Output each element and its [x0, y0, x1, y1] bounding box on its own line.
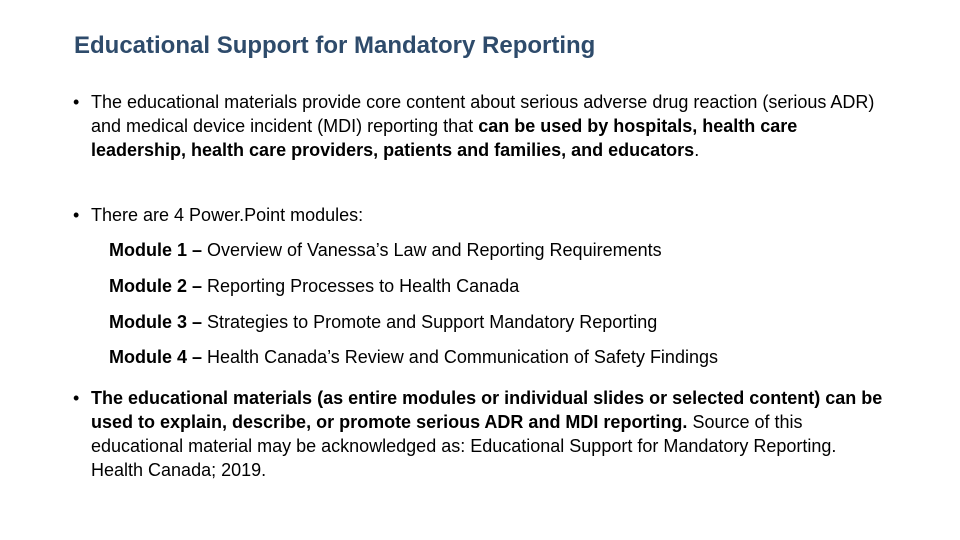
bullet2-text: There are 4 Power.Point modules: [91, 205, 364, 225]
module-4 [109, 345, 718, 369]
bullet-dot: • [73, 388, 80, 408]
bullet3-bold-text: The educational materials (as entire modules or individual slides or selected content) can be used to explain, describe, or promote serious ADR and MDI reporting. [91, 388, 883, 432]
bullet-modules-intro [73, 203, 891, 227]
module-separator: – [187, 276, 208, 296]
module-separator: – [187, 312, 208, 332]
bullet-dot: • [73, 92, 80, 112]
module-separator: – [187, 347, 208, 367]
module-label: Module 2 [109, 276, 188, 296]
module-1 [109, 238, 662, 262]
module-label: Module 3 [109, 312, 188, 332]
bullet1-bold-text: can be used by hospitals, health care leadership, health care providers, patients and families, and educators [91, 116, 798, 160]
module-text: Health Canada’s Review and Communication of Safety Findings [207, 347, 718, 367]
module-separator: – [187, 240, 208, 260]
module-label: Module 4 [109, 347, 188, 367]
bullet1-end: . [694, 140, 700, 160]
bullet1-text: The educational materials provide core content about serious adverse drug reaction (serious ADR) and medical device incident (MDI) reporting that [91, 92, 875, 136]
bullet3-text: Source of this educational material may be acknowledged as: Educational Support for Mandatory Reporting. Health Canada; 2019. [91, 412, 837, 480]
module-text: Strategies to Promote and Support Mandatory Reporting [207, 312, 658, 332]
module-text: Overview of Vanessa’s Law and Reporting Requirements [207, 240, 662, 260]
bullet-educational-materials [73, 90, 891, 162]
module-3 [109, 310, 657, 334]
module-label: Module 1 [109, 240, 188, 260]
slide-title: Educational Support for Mandatory Reporting [74, 32, 596, 59]
module-text: Reporting Processes to Health Canada [207, 276, 520, 296]
bullet-usage-and-source [73, 386, 891, 482]
bullet-dot: • [73, 205, 80, 225]
module-2 [109, 274, 519, 298]
